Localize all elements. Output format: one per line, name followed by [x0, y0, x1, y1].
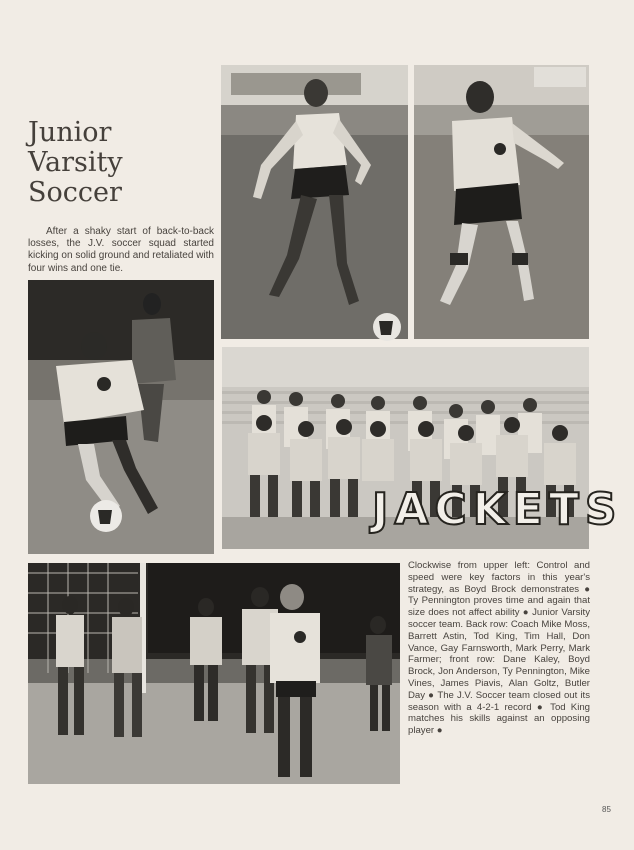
photo-game-image [28, 563, 400, 784]
team-banner-text: JACKETS [372, 484, 623, 535]
page-title-line: Soccer [28, 177, 122, 208]
photo-caption: Clockwise from upper left: Control and speed were key factors in this year's strategy, as Boyd Brock demonstrates ● Ty Pennington proves time and again that size does not affect ability ● Junior Varsity soccer team. Back row: Coach Mike Moss, Barrett Astin, Tod King, Tim Hall, Don Vance, Gay Farnsworth, Mark Perry, Mark Farmer; front row: Dane Kaley, Boyd Brock, Jon Anderson, Ty Pennington, Mike Vines, James Piavis, Alan Goltz, Butler Day ● The J.V. Soccer team closed out its season with a 4-2-1 record ● Tod King matches his skills against an opposing player ● [408, 560, 590, 737]
page-number: 85 [602, 805, 611, 814]
photo-ty-pennington [414, 65, 589, 339]
page-title-line: Junior [28, 117, 112, 148]
photo-ty-pennington-image [414, 65, 589, 339]
page-title-line: Varsity [28, 147, 123, 178]
photo-boyd-brock-image [221, 65, 408, 339]
photo-boyd-brock-kicking [28, 280, 214, 554]
photo-junior-varsity-team [222, 347, 623, 549]
page-title [28, 118, 218, 208]
photo-kicking-image [28, 280, 214, 554]
photo-boyd-brock-running [221, 65, 408, 339]
photo-game-scene [28, 563, 400, 784]
intro-paragraph: After a shaky start of back-to-back losses, the J.V. soccer squad started kicking on solid ground and retaliated with four wins and one tie. [28, 226, 214, 274]
